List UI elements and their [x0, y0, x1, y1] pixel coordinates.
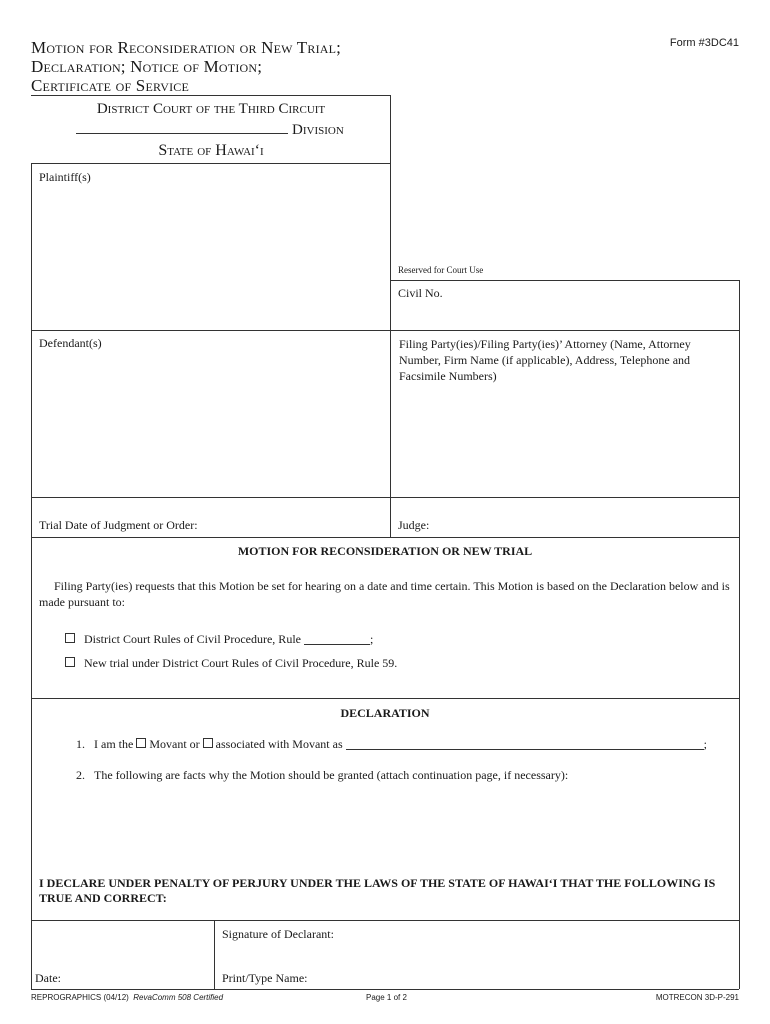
plaintiffs-label: Plaintiff(s): [39, 170, 91, 184]
form-number: Form #3DC41: [669, 37, 739, 49]
defendant-top: [31, 330, 739, 331]
footer-page: Page 1 of 2: [366, 993, 407, 1002]
civil-no-label[interactable]: Civil No.: [398, 286, 443, 300]
item-2-number: 2.: [76, 768, 85, 782]
caption-divider: [390, 163, 391, 537]
footer-code: MOTRECON 3D-P-291: [655, 993, 739, 1002]
option-2-text: New trial under District Court Rules of Civil Procedure, Rule 59.: [84, 656, 398, 670]
footer-left: [31, 993, 223, 1002]
page-bottom-line: [31, 989, 739, 990]
association-blank[interactable]: [346, 738, 704, 750]
option-2-checkbox[interactable]: [65, 657, 75, 667]
judge-label[interactable]: Judge:: [398, 518, 430, 532]
caption-top-line: [31, 163, 390, 164]
reserved-label: Reserved for Court Use: [398, 265, 484, 275]
motion-top: [31, 537, 739, 538]
facts-area[interactable]: [39, 788, 733, 868]
court-box-top: [31, 95, 390, 96]
perjury-statement: I DECLARE UNDER PENALTY OF PERJURY UNDER THE LAWS OF THE STATE OF HAWAI‘I THAT THE FOLLOWING IS TRUE AND CORRECT:: [39, 876, 716, 905]
option-1-end: ;: [369, 632, 374, 646]
title-line-2: Declaration; Notice of Motion;: [31, 57, 263, 76]
division-label: Division: [292, 122, 344, 138]
form-title: [31, 38, 341, 95]
signature-divider: [214, 920, 215, 989]
declaration-top: [31, 698, 739, 699]
motion-heading: MOTION FOR RECONSIDERATION OR NEW TRIAL: [237, 544, 533, 558]
court-state: State of Hawai‘i: [158, 142, 264, 159]
movant-label: Movant or: [149, 737, 200, 751]
page-left-border: [31, 163, 32, 989]
declaration-item-2: [76, 768, 568, 783]
civil-no-top: [390, 280, 739, 281]
trial-date-top: [31, 497, 739, 498]
title-line-3: Certificate of Service: [31, 76, 190, 95]
court-box-right: [390, 95, 391, 163]
filing-party-label: Filing Party(ies)/Filing Party(ies)’ Attorney (Name, Attorney Number, Firm Name (if applicable), Address, Telephone and Facsimile Numbers): [399, 337, 691, 383]
declaration-item-1: [76, 737, 736, 752]
motion-option-1: [65, 632, 373, 647]
option-1-text: District Court Rules of Civil Procedure, Rule: [84, 632, 301, 646]
item-1-end: ;: [703, 737, 707, 751]
page-right-border: [739, 280, 740, 989]
date-label[interactable]: Date:: [35, 971, 61, 985]
associated-checkbox[interactable]: [203, 738, 213, 748]
signature-top: [31, 920, 739, 921]
item-2-text: The following are facts why the Motion should be granted (attach continuation page, if necessary):: [94, 768, 569, 782]
associated-label: associated with Movant as: [215, 737, 343, 751]
item-1-prefix: I am the: [94, 737, 134, 751]
declaration-heading: DECLARATION: [340, 706, 430, 720]
title-line-1: Motion for Reconsideration or New Trial;: [31, 38, 342, 57]
defendants-label: Defendant(s): [39, 336, 102, 350]
court-division: [76, 121, 344, 139]
print-name-label[interactable]: Print/Type Name:: [222, 971, 308, 985]
court-name: District Court of the Third Circuit: [96, 101, 326, 117]
signature-label[interactable]: Signature of Declarant:: [222, 927, 334, 941]
motion-body: Filing Party(ies) requests that this Motion be set for hearing on a date and time certain. This Motion is based on the Declaration below and is made pursuant to:: [39, 579, 730, 609]
option-1-checkbox[interactable]: [65, 633, 75, 643]
division-blank[interactable]: [76, 121, 288, 134]
footer-repro: REPROGRAPHICS (04/12): [31, 993, 129, 1002]
footer-certified: RevaComm 508 Certified: [133, 993, 224, 1002]
item-1-number: 1.: [76, 737, 85, 751]
motion-option-2: [65, 656, 397, 671]
movant-checkbox[interactable]: [136, 738, 146, 748]
rule-number-blank[interactable]: [304, 633, 370, 645]
trial-date-label[interactable]: Trial Date of Judgment or Order:: [39, 518, 198, 532]
